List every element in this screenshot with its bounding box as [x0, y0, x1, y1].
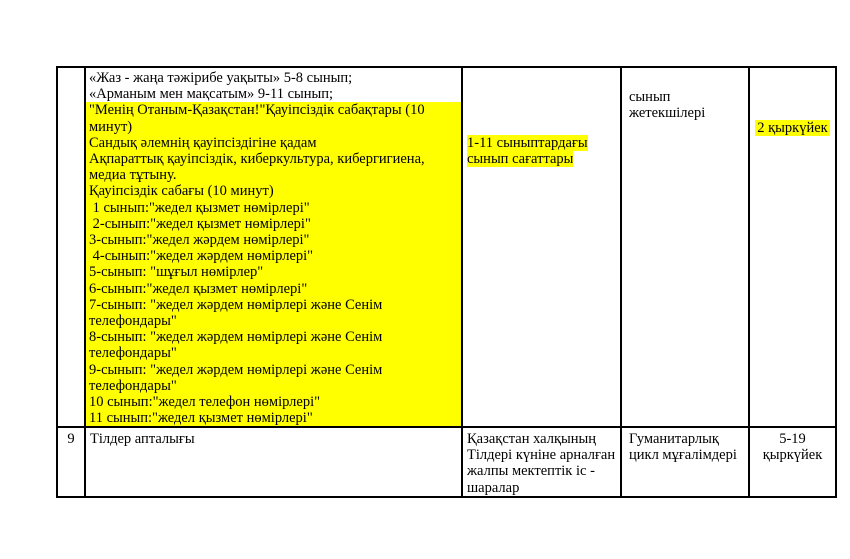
- activity-plain-lines: [86, 68, 461, 102]
- format-line: жалпы мектептік іс -: [467, 463, 595, 480]
- date-line: қыркүйек: [762, 447, 823, 464]
- activity-line-highlighted: 4-сынып:"жедел жәрдем нөмірлері": [89, 248, 314, 265]
- activity-content: [86, 68, 461, 426]
- format-highlighted-lines: [467, 135, 618, 167]
- activity-line-highlighted: 2-сынып:"жедел қызмет нөмірлері": [89, 215, 311, 232]
- activity-line-highlighted: 11 сынып:"жедел қызмет нөмірлері": [89, 410, 313, 427]
- table-row: [57, 67, 836, 427]
- date-cell: [749, 67, 836, 427]
- activity-line-highlighted: 8-сынып: "жедел жәрдем нөмірлері және Сенім: [89, 329, 383, 346]
- activity-line: «Жаз - жаңа тәжірибе уақыты» 5-8 сынып;: [89, 70, 353, 86]
- row-number-cell: [57, 67, 85, 427]
- activity-highlighted-lines: [86, 102, 461, 426]
- format-cell: [462, 427, 621, 497]
- responsible-lines: [629, 89, 745, 121]
- format-lines: [467, 431, 617, 496]
- activity-line: «Арманым мен мақсатым» 9-11 сынып;: [89, 86, 334, 103]
- activity-line-highlighted: минут): [89, 118, 133, 135]
- activity-cell: [85, 67, 462, 427]
- activity-line-highlighted: телефондары": [89, 377, 177, 394]
- activity-cell: [85, 427, 462, 497]
- format-line-highlighted: сынып сағаттары: [467, 151, 574, 168]
- responsible-line: Гуманитарлық: [629, 431, 719, 447]
- activity-line-highlighted: Сандық әлемнің қауіпсіздігіне қадам: [89, 134, 317, 151]
- date-highlighted: 2 қыркүйек: [757, 120, 828, 136]
- activity-line-highlighted: медиа тұтыну.: [89, 167, 177, 184]
- format-line: Қазақстан халқының: [467, 431, 596, 447]
- activity-text: Тілдер апталығы: [90, 431, 195, 447]
- activity-line-highlighted: 9-сынып: "жедел жәрдем нөмірлері және Сенім: [89, 361, 383, 378]
- activity-line-highlighted: телефондары": [89, 313, 177, 330]
- responsible-cell: [621, 67, 749, 427]
- responsible-lines: [629, 431, 745, 463]
- activity-line-highlighted: 3-сынып:"жедел жәрдем нөмірлері": [89, 232, 310, 249]
- activity-line-highlighted: 6-сынып:"жедел қызмет нөмірлері": [89, 280, 308, 297]
- activity-line-highlighted: Ақпараттық қауіпсіздік, киберкультура, кибергигиена,: [89, 151, 425, 168]
- row-number: 9: [67, 431, 75, 447]
- responsible-line: жетекшілері: [629, 105, 706, 122]
- date-lines: [750, 431, 835, 463]
- row-number-cell: [57, 427, 85, 497]
- table-row: [57, 427, 836, 497]
- activity-line-highlighted: Қауіпсіздік сабағы (10 минут): [89, 183, 274, 200]
- date-cell: [749, 427, 836, 497]
- school-plan-table: [56, 66, 837, 498]
- date-line: 5-19: [779, 431, 806, 447]
- responsible-line: цикл мұғалімдері: [629, 447, 737, 464]
- activity-line-highlighted: 7-сынып: "жедел жәрдем нөмірлері және Сенім: [89, 296, 383, 313]
- activity-line-highlighted: 5-сынып: "шұғыл нөмірлер": [89, 264, 264, 281]
- format-line-highlighted: 1-11 сыныптардағы: [467, 135, 588, 151]
- activity-line-highlighted: "Менің Отаным-Қазақстан!"Қауіпсіздік сабақтары (10: [89, 102, 425, 119]
- format-line: шаралар: [467, 479, 520, 496]
- format-line: Тілдері күніне арналған: [467, 447, 616, 464]
- responsible-line: сынып: [629, 89, 671, 105]
- activity-line-highlighted: 1 сынып:"жедел қызмет нөмірлері": [89, 199, 310, 216]
- activity-line-highlighted: телефондары": [89, 345, 177, 362]
- format-cell: [462, 67, 621, 427]
- responsible-cell: [621, 427, 749, 497]
- activity-line-highlighted: 10 сынып:"жедел телефон нөмірлері": [89, 394, 321, 411]
